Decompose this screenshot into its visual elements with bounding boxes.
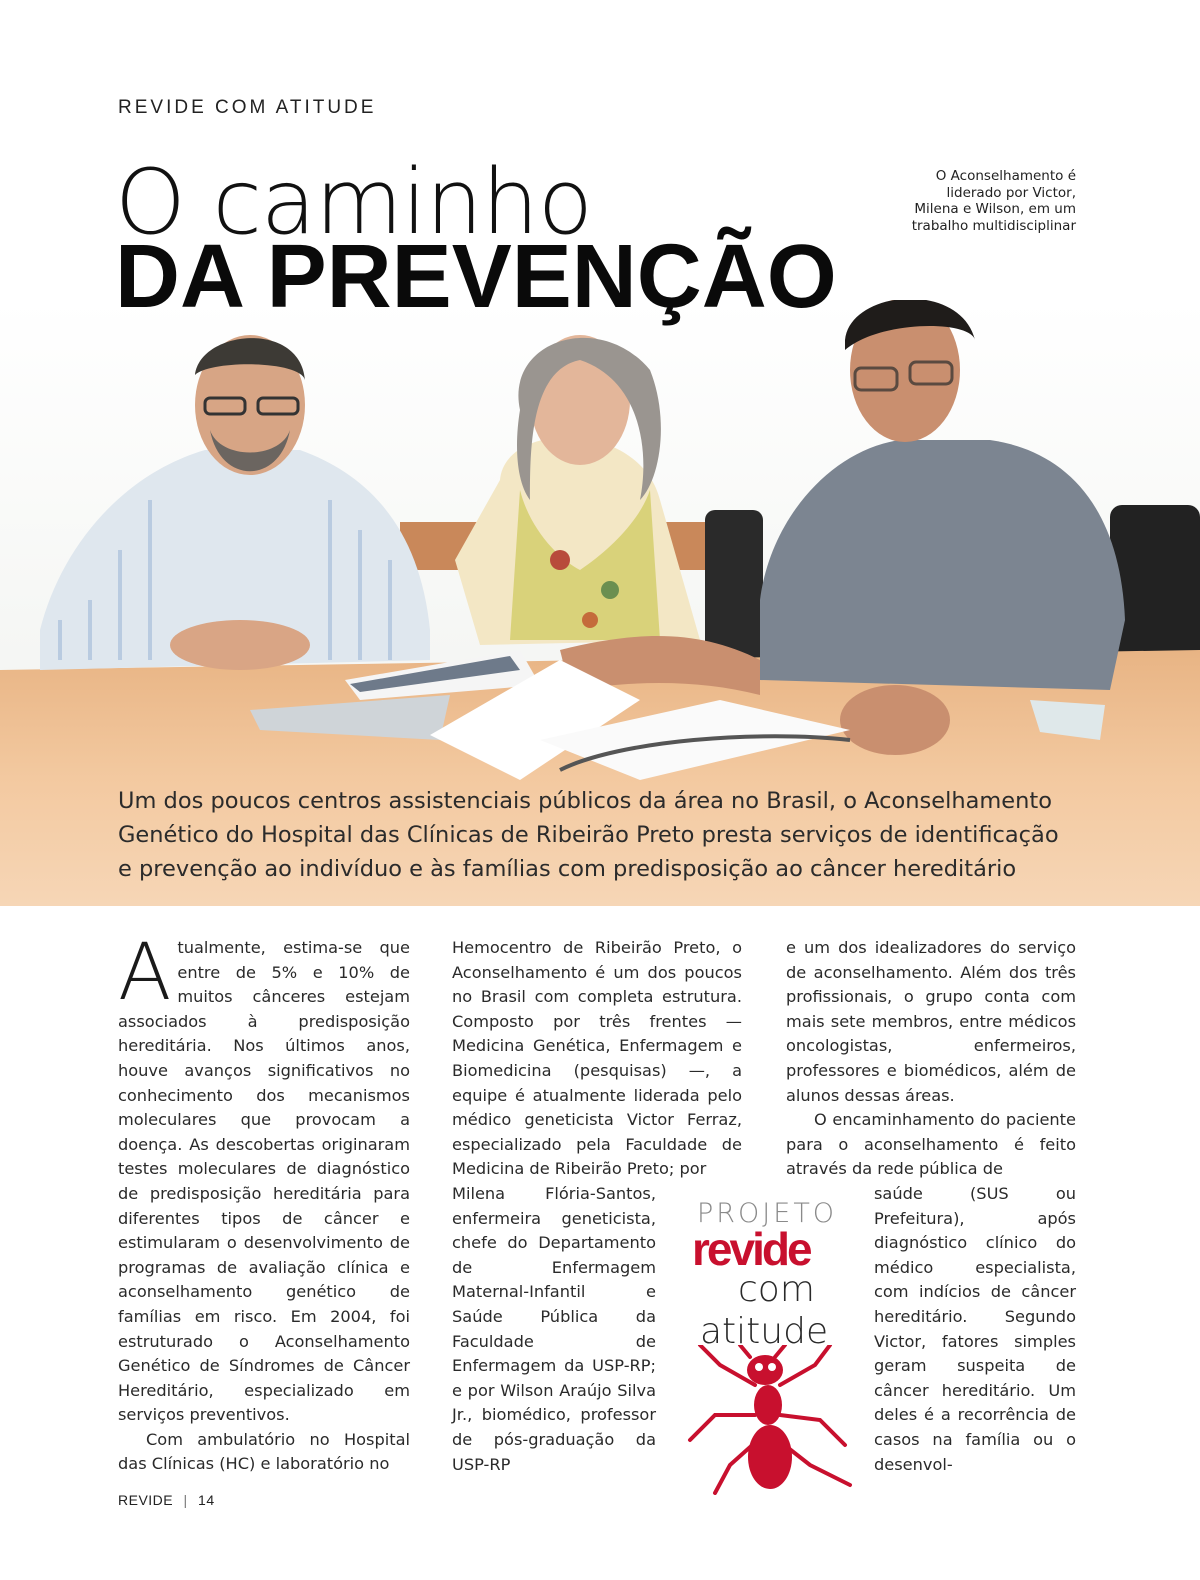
headline-line-2: DA PREVENÇÃO xyxy=(115,227,837,327)
footer-separator: | xyxy=(183,1492,188,1508)
section-label: REVIDE COM ATITUDE xyxy=(118,97,377,118)
body-column-1 xyxy=(118,928,410,1477)
logo-projeto-text: PROJETO xyxy=(697,1198,838,1229)
body-paragraph: Com ambulatório no Hospital das Clínicas (HC) e laboratório no xyxy=(118,1429,410,1474)
body-column-2-continued: Milena Flória-Santos, enfermeira geneticista, chefe do Departamento de Enfermagem Maternal-Infantil e Saúde Pública da Faculdade de Enfermagem da USP-RP; e por Wilson Araújo Silva Jr., biomédico, professor de pós-graduação da USP-RP xyxy=(452,1184,656,1474)
page-footer xyxy=(118,1492,215,1508)
logo-revide-text: revide xyxy=(692,1223,810,1275)
headline-line-1: O caminho xyxy=(115,150,592,255)
lead-paragraph: Um dos poucos centros assistenciais públicos da área no Brasil, o Aconselhamento Genético do Hospital das Clínicas de Ribeirão Preto presta serviços de identificação e prevenção ao indivíduo e às famílias com predisposição ao câncer hereditário xyxy=(118,788,1059,882)
footer-brand: REVIDE xyxy=(118,1492,174,1508)
body-paragraph: tualmente, estima-se que entre de 5% e 10% de muitos cânceres estejam associados à predisposição hereditária. Nos últimos anos, houve avanços significativos no conhecimento dos mecanismos moleculares que provocam a doença. As descobertas originaram testes moleculares de diagnóstico de predisposição hereditária para diferentes tipos de câncer e estimularam o desenvolvimento de programas de avaliação clínica e aconselhamento genético de famílias em risco. Em 2004, foi estruturado o Aconselhamento Genético de Síndromes de Câncer Hereditário, especializado em serviços preventivos. xyxy=(118,938,410,1425)
drop-cap: A xyxy=(118,928,172,1018)
body-paragraph: Hemocentro de Ribeirão Preto, o Aconselhamento é um dos poucos no Brasil com completa estrutura. Composto por três frentes — Medicina Genética, Enfermagem e Biomedicina (pesquisas) —, a equipe é atualmente liderada pelo médico geneticista Victor Ferraz, especializado pela Faculdade de Medicina de Ribeirão Preto; por xyxy=(452,938,742,1179)
body-paragraph: e um dos idealizadores do serviço de aconselhamento. Além dos três profissionais, o grupo conta com mais sete membros, entre médicos oncologistas, enfermeiros, professores e biomédicos, além de alunos dessas áreas. xyxy=(786,938,1076,1105)
body-column-3-continued: saúde (SUS ou Prefeitura), após diagnóstico clínico do médico especialista, com indícios de câncer hereditário. Segundo Victor, fatores simples geram suspeita de câncer hereditário. Um deles é a recorrência de casos na família ou o desenvol- xyxy=(874,1184,1076,1474)
body-column-3 xyxy=(786,936,1076,1182)
logo-com-text: com xyxy=(738,1269,815,1310)
body-paragraph: O encaminhamento do paciente para o aconselhamento é feito através da rede pública de xyxy=(786,1110,1076,1179)
page-number: 14 xyxy=(198,1492,215,1508)
body-column-2 xyxy=(452,936,742,1182)
ant-icon xyxy=(680,1345,865,1499)
photo-caption: O Aconselhamento é liderado por Victor, Milena e Wilson, em um trabalho multidisciplinar xyxy=(911,168,1076,234)
logo-atitude-text: atitude xyxy=(700,1311,829,1352)
